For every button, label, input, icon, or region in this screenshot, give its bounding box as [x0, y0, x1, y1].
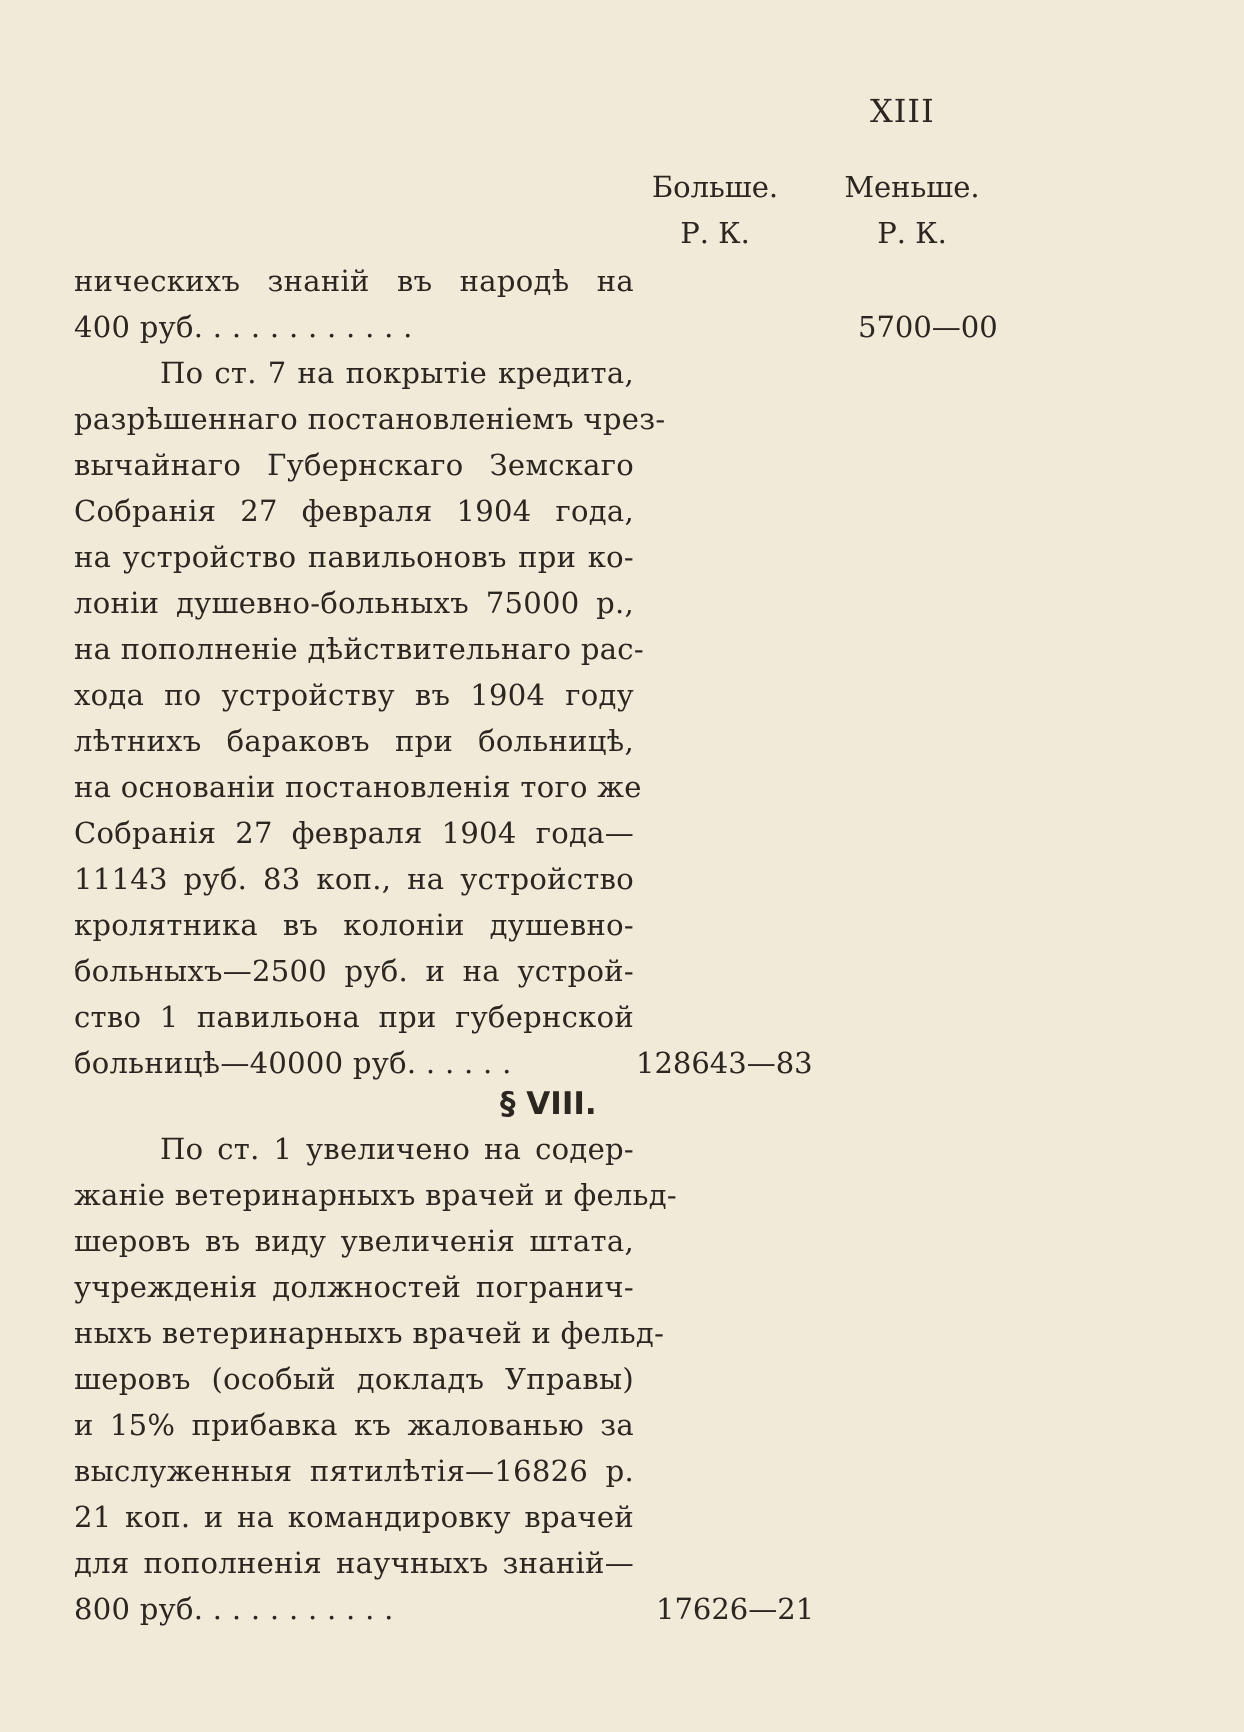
text-line: шеровъ (особый докладъ Управы) [74, 1362, 634, 1396]
text-line: больницѣ—40000 руб. . . . . . [74, 1046, 512, 1080]
text-line: и 15% прибавка къ жалованью за [74, 1408, 634, 1442]
amount-more-block-2: 128643—83 [636, 1046, 813, 1080]
text-line: По ст. 7 на покрытiе кредита, [160, 356, 634, 390]
page-number: XIII [870, 92, 935, 130]
text-line: 21 коп. и на командировку врачей [74, 1500, 634, 1534]
amount-less-block-1: 5700—00 [858, 310, 998, 344]
text-line: на основанiи постановленiя того же [74, 770, 642, 804]
text-line: вычайнаго Губернскаго Земскаго [74, 448, 634, 482]
text-line: шеровъ въ виду увеличенiя штата, [74, 1224, 634, 1258]
text-line: ство 1 павильона при губернской [74, 1000, 634, 1034]
text-line: Собранiя 27 февраля 1904 года, [74, 494, 634, 528]
column-header-less: Меньше. [844, 170, 980, 204]
text-line: хода по устройству въ 1904 году [74, 678, 634, 712]
amount-more-block-3: 17626—21 [656, 1592, 815, 1626]
text-line: 11143 руб. 83 коп., на устройство [74, 862, 634, 896]
text-line: лѣтнихъ бараковъ при больницѣ, [74, 724, 634, 758]
section-heading: § VIII. [500, 1086, 597, 1122]
text-line: 400 руб. . . . . . . . . . . . [74, 310, 413, 344]
text-line: По ст. 1 увеличено на содер- [160, 1132, 634, 1166]
text-line: выслуженныя пятилѣтiя—16826 р. [74, 1454, 634, 1488]
text-line: 800 руб. . . . . . . . . . . [74, 1592, 394, 1626]
text-line: ническихъ знанiй въ народѣ на [74, 264, 634, 298]
text-line: Собранiя 27 февраля 1904 года— [74, 816, 634, 850]
text-block-3 [74, 1126, 677, 1632]
column-units-less: Р. К. [877, 216, 947, 250]
text-line: для пополненiя научныхъ знанiй— [74, 1546, 634, 1580]
text-line: лонiи душевно-больныхъ 75000 р., [74, 586, 634, 620]
text-line: разрѣшеннаго постановленiемъ чрез- [74, 402, 666, 436]
text-line: на пополненiе дѣйствительнаго рас- [74, 632, 644, 666]
text-line: на устройство павильоновъ при ко- [74, 540, 634, 574]
text-line: жанiе ветеринарныхъ врачей и фельд- [74, 1178, 677, 1212]
column-header-more: Больше. [651, 170, 779, 204]
text-block-1 [74, 258, 634, 350]
text-block-2 [74, 350, 666, 1086]
text-line: ныхъ ветеринарныхъ врачей и фельд- [74, 1316, 665, 1350]
column-units-more: Р. К. [680, 216, 750, 250]
text-line: кролятника въ колонiи душевно- [74, 908, 634, 942]
text-line: больныхъ—2500 руб. и на устрой- [74, 954, 634, 988]
text-line: учрежденiя должностей погранич- [74, 1270, 634, 1304]
